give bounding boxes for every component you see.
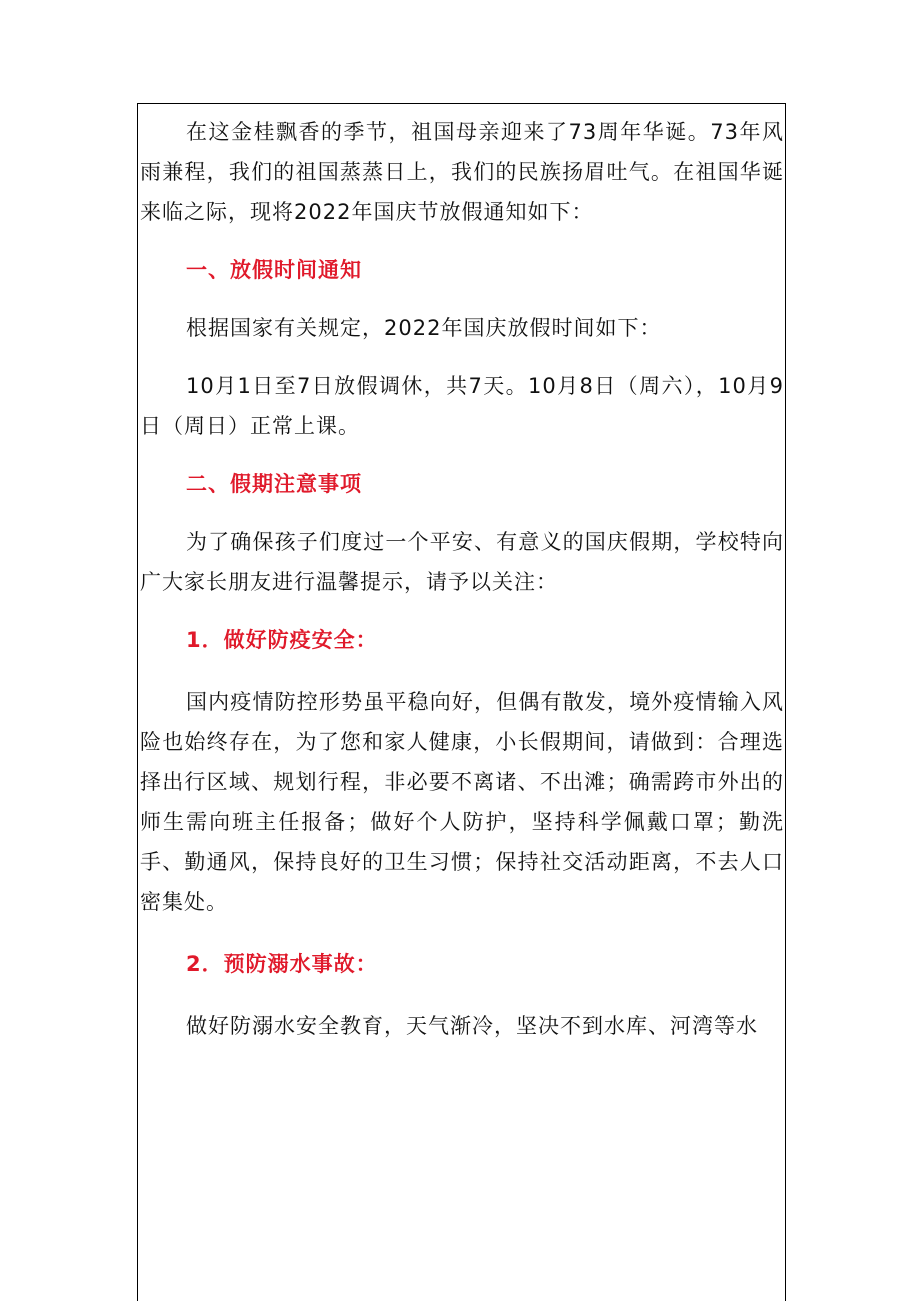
holiday-rule-paragraph: 根据国家有关规定，2022年国庆放假时间如下： [186, 316, 662, 340]
intro-paragraph: 在这金桂飘香的季节，祖国母亲迎来了73周年华诞。73年风雨兼程，我们的祖国蒸蒸日上，我们的民族扬眉吐气。在祖国华诞来临之际，现将2022年国庆节放假通知如下： [140, 120, 784, 224]
item-heading-drowning: 2．预防溺水事故： [186, 952, 378, 976]
section-heading-holiday-time: 一、放假时间通知 [186, 258, 362, 282]
item-heading-epidemic: 1．做好防疫安全： [186, 628, 378, 652]
section-heading-precautions: 二、假期注意事项 [186, 472, 362, 496]
epidemic-paragraph: 国内疫情防控形势虽平稳向好，但偶有散发，境外疫情输入风险也始终存在，为了您和家人健康，小长假期间，请做到：合理选择出行区域、规划行程，非必要不离诸、不出滩；确需跨市外出的师生需向班主任报备；做好个人防护，坚持科学佩戴口罩；勤洗手、勤通风，保持良好的卫生习惯；保持社交活动距离，不去人口密集处。 [140, 690, 784, 914]
drowning-paragraph: 做好防溺水安全教育，天气渐冷，坚决不到水库、河湾等水 [186, 1014, 758, 1038]
precautions-intro-paragraph: 为了确保孩子们度过一个平安、有意义的国庆假期，学校特向广大家长朋友进行温馨提示，请予以关注： [140, 530, 784, 594]
holiday-schedule-paragraph: 10月1日至7日放假调休，共7天。10月8日（周六），10月9日（周日）正常上课。 [140, 374, 784, 438]
document-body [140, 112, 784, 1046]
